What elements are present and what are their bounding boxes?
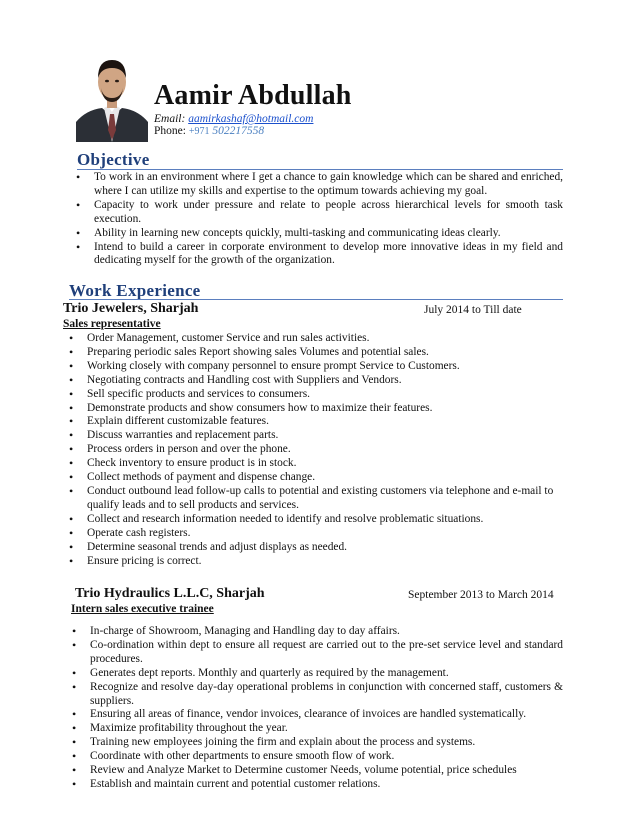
job-2-dates: September 2013 to March 2014 — [408, 589, 554, 601]
objective-list — [70, 171, 563, 268]
job-2-duty: • In-charge of Showroom, Managing and Handling day to day affairs. — [66, 625, 563, 639]
job-1-duty: • Preparing periodic sales Report showing sales Volumes and potential sales. — [63, 346, 563, 360]
job-1-duty: • Discuss warranties and replacement parts. — [63, 429, 563, 443]
job-1-duty: • Ensure pricing is correct. — [63, 555, 563, 569]
job-2-duty: • Ensuring all areas of finance, vendor invoices, clearance of invoices are handled systematically. — [66, 708, 563, 722]
phone-label: Phone: — [154, 125, 186, 137]
objective-divider — [77, 169, 563, 170]
objective-heading: Objective — [77, 150, 150, 169]
job-1-company: Trio Jewelers, Sharjah — [63, 301, 199, 316]
email-line — [154, 113, 313, 125]
job-2-duty: • Coordinate with other departments to ensure smooth flow of work. — [66, 750, 563, 764]
job-2-company: Trio Hydraulics L.L.C, Sharjah — [75, 586, 265, 601]
job-1-duty: • Sell specific products and services to consumers. — [63, 388, 563, 402]
job-1-duty: • Check inventory to ensure product is in stock. — [63, 457, 563, 471]
job-1-duty: • Operate cash registers. — [63, 527, 563, 541]
job-1-duty: • Determine seasonal trends and adjust displays as needed. — [63, 541, 563, 555]
candidate-name: Aamir Abdullah — [154, 80, 352, 111]
job-1-duty: • Process orders in person and over the phone. — [63, 443, 563, 457]
job-1-duty: • Demonstrate products and show consumers how to maximize their features. — [63, 402, 563, 416]
experience-divider — [69, 299, 563, 300]
job-2-duty: • Co-ordination within dept to ensure all request are carried out to the pre-set service level and standard procedures. — [66, 639, 563, 667]
email-link[interactable]: aamirkashaf@hotmail.com — [188, 113, 314, 125]
job-1-duty: • Collect methods of payment and dispense change. — [63, 471, 563, 485]
phone-number: 502217558 — [212, 125, 265, 137]
job-1-duty: • Negotiating contracts and Handling cost with Suppliers and Vendors. — [63, 374, 563, 388]
objective-item: • Intend to build a career in corporate environment to develop more innovative ideas in my field and dedicating myself for the growth of the organization. — [70, 241, 563, 269]
job-2-role: Intern sales executive trainee — [71, 603, 214, 615]
job-2-duty: • Maximize profitability throughout the year. — [66, 722, 563, 736]
objective-item: • Ability in learning new concepts quickly, multi-tasking and communicating ideas clearly. — [70, 227, 563, 241]
job-1-dates: July 2014 to Till date — [424, 304, 522, 316]
job-1-duty: • Explain different customizable features. — [63, 415, 563, 429]
experience-heading: Work Experience — [69, 281, 201, 300]
job-1-duty: • Conduct outbound lead follow-up calls to potential and existing customers via telephone and e-mail to qualify leads and to sell products and services. — [63, 485, 563, 513]
objective-item: • To work in an environment where I get a chance to gain knowledge which can be shared and enriched, where I can utilize my skills and expertise to the optimum towards achieving my goal. — [70, 171, 563, 199]
job-2-duty: • Establish and maintain current and potential customer relations. — [66, 778, 563, 792]
job-2-list — [66, 625, 563, 792]
job-1-role: Sales representative — [63, 318, 161, 330]
email-label: Email: — [154, 113, 186, 125]
job-1-list — [63, 332, 563, 568]
objective-item: • Capacity to work under pressure and relate to people across hierarchical levels for smooth task execution. — [70, 199, 563, 227]
job-2-duty: • Recognize and resolve day-day operational problems in conjunction with concerned staff, customers & suppliers. — [66, 681, 563, 709]
job-1-duty: • Working closely with company personnel to ensure prompt Service to Customers. — [63, 360, 563, 374]
job-1-duty: • Collect and research information needed to identify and resolve problematic situations. — [63, 513, 563, 527]
phone-line — [154, 125, 264, 137]
phone-prefix: +971 — [188, 126, 210, 137]
job-2-duty: • Training new employees joining the firm and explain about the process and systems. — [66, 736, 563, 750]
profile-photo — [76, 50, 148, 142]
job-2-duty: • Review and Analyze Market to Determine customer Needs, volume potential, price schedules — [66, 764, 563, 778]
job-1-duty: • Order Management, customer Service and run sales activities. — [63, 332, 563, 346]
job-2-duty: • Generates dept reports. Monthly and quarterly as required by the management. — [66, 667, 563, 681]
